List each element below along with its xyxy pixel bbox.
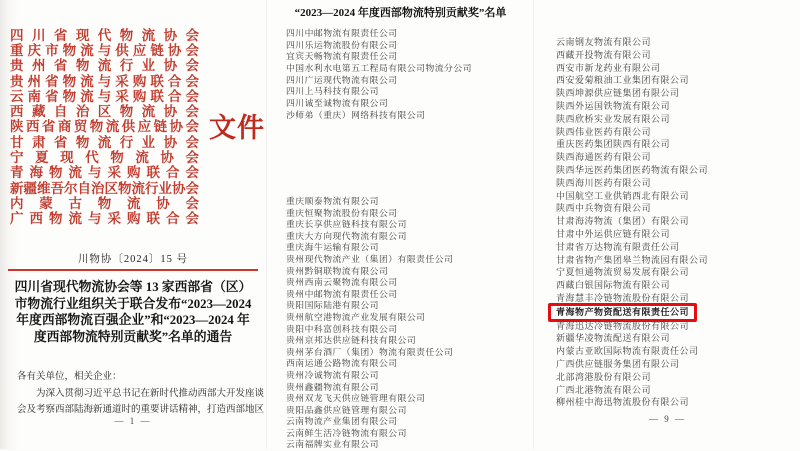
company-name: 西藏白银国际物流有限公司 [556,280,671,291]
company-name: 四川乐运物流股份有限公司 [286,39,398,50]
doc-title-line: 市物流行业组织关于联合发布“2023—2024 [14,296,252,311]
company-name: 贵州京邦达供应链科技有限公司 [286,335,417,346]
company-name: 西安爱菊粮油工业集团有限公司 [556,75,690,86]
company-name: 青海慧丰冷链物流股份有限公司 [556,292,690,303]
association-name: 甘 肃 省 物 流 行 业 协 会 [10,134,199,150]
company-name: 柳州桂中海迅物流股份有限公司 [556,397,690,408]
company-name: 贵州中邮物流有限责任公司 [286,288,398,299]
company-name: 四川中邮物流有限责任公司 [286,28,398,38]
company-name: 中国航空工业供销西北有限公司 [556,190,690,201]
association-name: 云 南 省 物 流 与 采 购 联 合 会 [10,88,199,104]
company-list-chongqing-guizhou-yunnan [286,196,453,451]
doc-title-line: 年度西部物流百强企业”和“2023—2024 年 [16,313,250,327]
company-name: 陕西华远医药集团医药物流有限公司 [556,164,709,175]
company-name: 广西北港物流有限公司 [556,384,652,395]
association-name: 新 疆 维 吾 尔 自 治 区 物 流 行 业 协 会 [10,180,199,196]
company-name: 西安市新龙药业有限公司 [556,62,661,73]
company-name: 陕西海通医药有限公司 [556,152,652,163]
company-name: 甘肃中外运供应链有限公司 [556,228,671,239]
document-page-award-list-2 [533,0,800,449]
doc-title-line: 四川省现代物流协会等 13 家西部省（区） [14,280,252,294]
page-number-left: — 1 — [114,416,152,426]
doc-title-line: 度西部物流特别贡献奖”名单的通告 [33,329,233,344]
association-name: 四 川 省 现 代 物 流 协 会 [10,27,199,43]
company-name: 新疆华凌物流配送有限公司 [556,333,671,344]
company-name: 重庆大方向现代物流有限公司 [286,230,407,241]
doc-type-label: 文件 [209,112,265,143]
company-name: 西南运通公路物流有限公司 [286,358,398,369]
company-name: 贵州茅台酒厂（集团）物流有限责任公司 [286,346,454,357]
award-list-title: “2023—2024 年度西部物流特别贡献奖”名单 [294,7,507,19]
company-name: 四川诚至诚物流有限公司 [286,98,389,109]
association-name: 贵 州 省 物 流 行 业 协 会 [10,58,199,74]
red-header [10,26,265,227]
body-line: 为深入贯彻习近平总书记在新时代推动西部大开发座谈 [36,389,265,399]
company-name: 宁夏恒通物流贸易发展有限公司 [556,267,690,278]
company-name: 内蒙古亚欧国际物流有限责任公司 [556,346,699,357]
company-name: 重庆海牛运输有限公司 [286,242,379,253]
company-name: 贵州现代物流产业（集团）有限责任公司 [286,253,454,264]
company-name: 云南钢友物流有限公司 [556,37,652,47]
association-name: 西 藏 自 治 区 物 流 协 会 [10,104,199,120]
company-name: 广西供应链服务集团有限公司 [556,358,680,369]
company-name: 西藏开投物流有限公司 [556,49,652,60]
company-name: 重庆长享供应链科技有限公司 [286,219,407,230]
company-name: 重庆顺泰物流有限公司 [286,196,379,206]
company-name: 贵州西南云聚物流有限公司 [286,277,398,288]
company-name: 沙师弟（重庆）网络科技有限公司 [286,109,426,120]
company-name: 云南鲜生活冷链物流有限公司 [286,427,407,438]
association-name: 贵 州 省 物 流 与 采 购 联 合 会 [10,73,199,89]
document-page-award-list-1 [266,0,534,449]
body-line: 会及考察西部陆海新通道时的重要讲话精神，打造西部地区 [17,405,265,415]
company-name: 四川上马科技有限公司 [286,86,379,97]
issuing-associations-list [10,26,199,225]
company-name: 云南物流产业集团有限公司 [286,416,398,427]
company-name: 云南福牌实业有限公司 [286,439,379,450]
association-name: 重 庆 市 物 流 与 供 应 链 协 会 [10,42,199,58]
company-name: 甘肃省物产集团皋兰物流园有限公司 [556,254,709,265]
doc-title [6,279,260,345]
company-name: 宜宾天畅物流有限责任公司 [286,51,398,62]
company-name: 陕西坤源供应链集团有限公司 [556,88,680,99]
company-name: 中国水利水电第五工程局有限公司物流分公司 [286,63,472,74]
company-name: 甘肃省万达物流有限责任公司 [556,241,680,252]
association-name: 广 西 物 流 与 采 购 联 合 会 [10,211,199,227]
company-name: 贵阳国际陆港有限公司 [286,300,379,311]
company-list-sichuan [286,28,472,122]
association-name: 陕 西 省 商 贸 物 流 供 应 链 协 会 [10,119,199,135]
company-name: 贵州冷诚物流有限公司 [286,369,379,380]
document-page-notice [0,0,266,449]
company-name: 重庆恒聚物流股份有限公司 [286,207,398,218]
association-name: 青 海 物 流 与 采 购 联 合 会 [10,165,199,181]
page-number-right: — 9 — [649,414,686,424]
association-name: 宁 夏 现 代 物 流 协 会 [10,150,199,166]
company-name: 甘肃海涛物流（集团）有限公司 [556,216,690,227]
company-name: 重庆医药集团陕西有限公司 [556,139,671,150]
company-list-west-provinces [556,36,708,409]
company-name: 陕西外运国铁物流有限公司 [556,100,671,111]
red-divider-rule [8,269,258,271]
company-name: 四川广运现代物流有限公司 [286,74,398,85]
company-name: 贵阳中科富创科技有限公司 [286,323,398,334]
salutation: 各有关单位，相关企业： [17,372,122,382]
company-name: 贵州鑫疆物流有限公司 [286,381,379,392]
company-name: 北部湾港股份有限公司 [556,371,652,382]
company-name: 贵州双龙飞天供应链管理有限公司 [286,393,426,404]
company-name: 陕西海川医药有限公司 [556,177,652,188]
company-name: 青海迅达冷链物流股份有限公司 [556,320,690,331]
company-name: 陕西伟业医药有限公司 [556,126,652,137]
company-name: 陕西中兵物资有限公司 [556,203,652,214]
doc-number: 川物协〔2024〕15 号 [77,254,189,265]
association-name: 内 蒙 古 物 流 协 会 [10,195,199,211]
company-name: 贵州黔铜联物流有限公司 [286,265,389,276]
company-name: 贵阳品鑫供应链管理有限公司 [286,404,407,415]
company-name: 陕西欣桥实业发展有限公司 [556,113,671,124]
company-name: 贵州航空港物流产业发展有限公司 [286,311,426,322]
body-paragraph [17,386,265,418]
company-name-highlighted: 青海物产物资配送有限责任公司 [548,303,697,322]
